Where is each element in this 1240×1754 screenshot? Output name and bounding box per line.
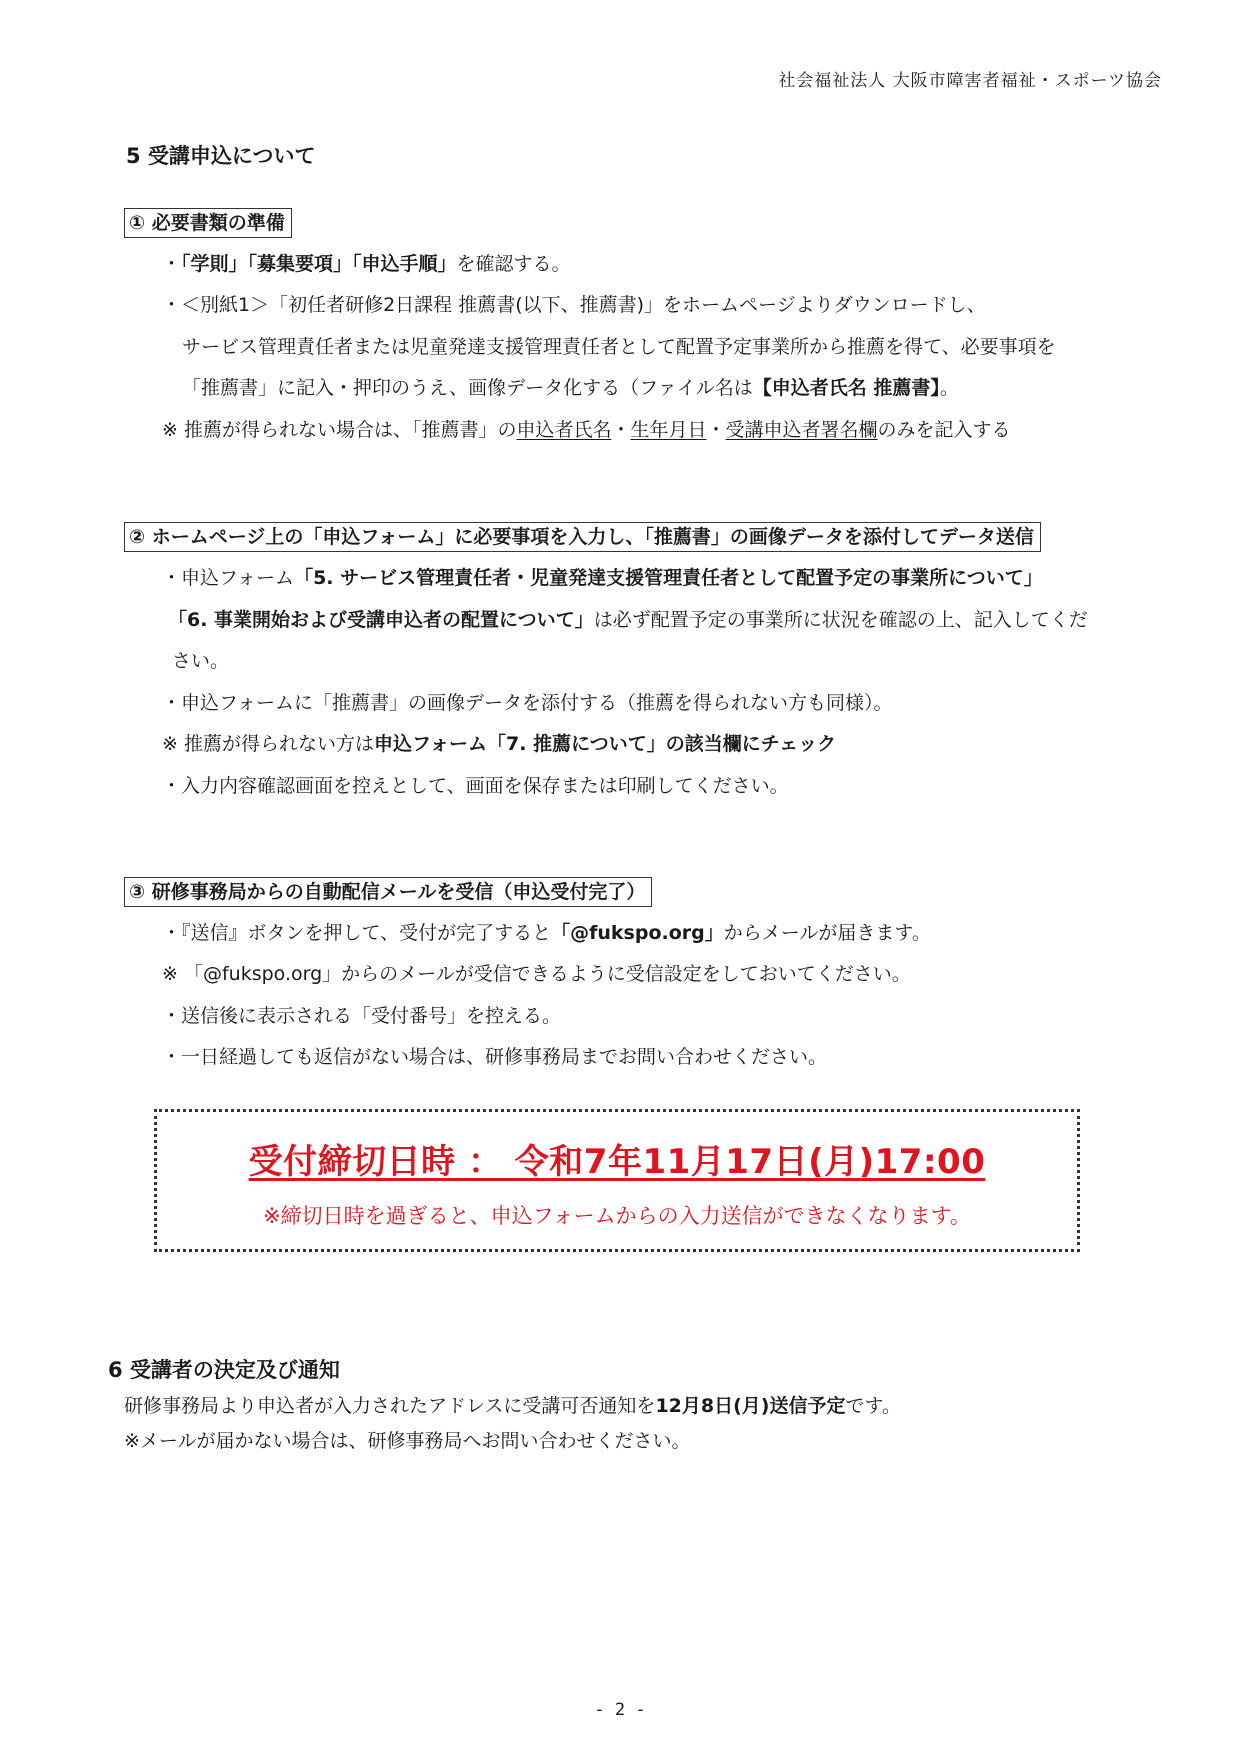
step-2-line-2: 「6. 事業開始および受講申込者の配置について」は必ず配置予定の事業所に状況を確認の上、記入してくだ bbox=[168, 609, 1088, 631]
step-2-line-3: さい。 bbox=[172, 650, 230, 672]
organization-name: 社会福祉法人 大阪市障害者福祉・スポーツ協会 bbox=[778, 71, 1162, 91]
deadline-title: 受付締切日時 ： 令和7年11月17日(月)17:00 bbox=[248, 1142, 986, 1182]
step-2-line-1: ・申込フォーム「5. サービス管理責任者・児童発達支援管理責任者として配置予定の事業所について」 bbox=[162, 567, 1043, 589]
section-6-line-2: ※メールが届かない場合は、研修事務局へお問い合わせください。 bbox=[124, 1430, 691, 1452]
step-1-note: ※ 推薦が得られない場合は、「推薦書」の申込者氏名・生年月日・受講申込者署名欄のみを記入する bbox=[162, 419, 1011, 441]
page-number: - 2 - bbox=[594, 1700, 646, 1720]
step-1-line-2: ・＜別紙1＞「初任者研修2日課程 推薦書(以下、推薦書)」をホームページよりダウンロードし、 bbox=[162, 294, 986, 316]
section-6-line-1: 研修事務局より申込者が入力されたアドレスに受講可否通知を12月8日(月)送信予定です。 bbox=[124, 1395, 901, 1417]
step-2-line-5: ・入力内容確認画面を控えとして、画面を保存または印刷してください。 bbox=[162, 775, 789, 797]
step-3-note: ※ 「@fukspo.org」からのメールが受信できるように受信設定をしておいてください。 bbox=[162, 963, 911, 985]
step-1-line-3: サービス管理責任者または児童発達支援管理責任者として配置予定事業所から推薦を得て、必要事項を bbox=[182, 336, 1056, 358]
step-3-line-1: ・『送信』ボタンを押して、受付が完了すると「@fukspo.org」からメールが届きます。 bbox=[162, 922, 931, 944]
section-5-title: 5 受講申込について bbox=[126, 144, 316, 168]
deadline-box bbox=[154, 1109, 1080, 1252]
step-1-line-4: 「推薦書」に記入・押印のうえ、画像データ化する（ファイル名は【申込者氏名 推薦書】。 bbox=[182, 377, 959, 399]
step-1-heading: ① 必要書類の準備 bbox=[124, 208, 292, 238]
step-3-line-3: ・一日経過しても返信がない場合は、研修事務局までお問い合わせください。 bbox=[162, 1046, 828, 1068]
step-2-heading: ② ホームページ上の「申込フォーム」に必要事項を入力し、「推薦書」の画像データを添付してデータ送信 bbox=[124, 522, 1041, 552]
deadline-note: ※締切日時を過ぎると、申込フォームからの入力送信ができなくなります。 bbox=[263, 1204, 971, 1228]
section-6-title: 6 受講者の決定及び通知 bbox=[108, 1358, 340, 1382]
step-1-line-1: ・「学則」「募集要項」「申込手順」を確認する。 bbox=[162, 253, 571, 275]
step-3-heading: ③ 研修事務局からの自動配信メールを受信（申込受付完了） bbox=[124, 877, 652, 907]
step-2-note: ※ 推薦が得られない方は申込フォーム「7. 推薦について」の該当欄にチェック bbox=[162, 733, 837, 755]
step-2-line-4: ・申込フォームに「推薦書」の画像データを添付する（推薦を得られない方も同様）。 bbox=[162, 692, 893, 714]
step-3-line-2: ・送信後に表示される「受付番号」を控える。 bbox=[162, 1005, 562, 1027]
